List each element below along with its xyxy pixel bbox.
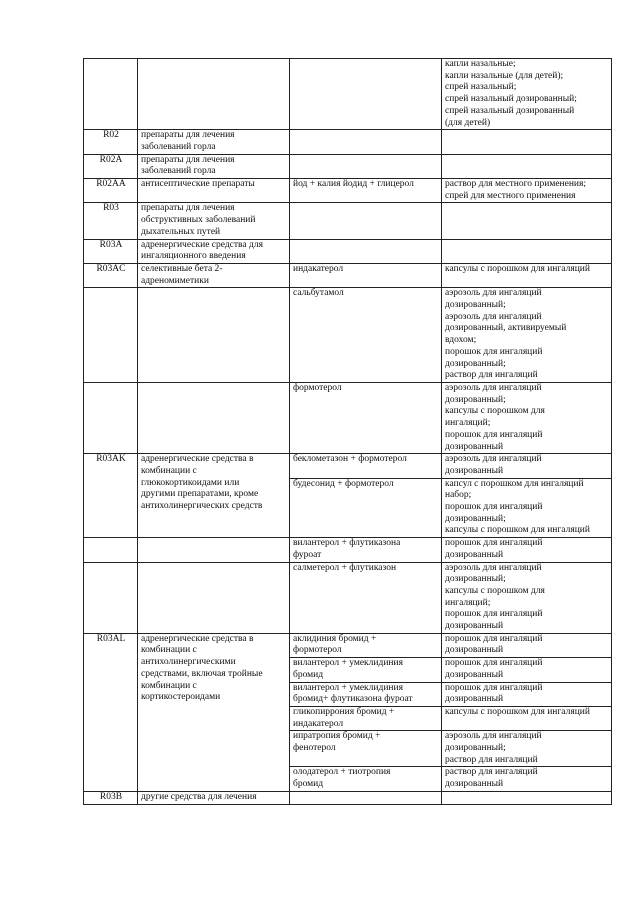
dosage-form-cell-line: аэрозоль для ингаляций [445, 382, 542, 393]
table-row [84, 288, 612, 383]
group-name-cell-line: заболеваний горла [141, 141, 216, 152]
dosage-form-cell [442, 658, 612, 682]
drug-name-cell [290, 682, 442, 706]
drug-classification-table [83, 58, 612, 805]
dosage-form-cell-line: ингаляций; [445, 597, 491, 608]
dosage-form-cell-line: капсулы с порошком для [445, 406, 545, 417]
dosage-form-cell [442, 454, 612, 478]
table-row [84, 130, 612, 154]
dosage-form-cell-line: дозированный [445, 549, 504, 560]
group-name-cell [138, 130, 290, 154]
atc-code-cell [84, 538, 138, 562]
table-row [84, 59, 612, 130]
dosage-form-cell-line: дозированный, активируемый [445, 323, 567, 334]
dosage-form-cell [442, 478, 612, 538]
dosage-form-cell-line: дозированный [445, 694, 504, 705]
group-name-cell [138, 562, 290, 633]
dosage-form-cell-line: дозированный; [445, 358, 506, 369]
dosage-form-cell-line: аэрозоль для ингаляций [445, 288, 542, 299]
dosage-form-cell-line: спрей назальный дозированный; [445, 94, 577, 105]
dosage-form-cell [442, 203, 612, 239]
dosage-form-cell-line: дозированный [445, 645, 504, 656]
group-name-cell-line: адренергические средства в [141, 454, 254, 465]
atc-code-cell: R02AA [84, 179, 138, 203]
dosage-form-cell [442, 767, 612, 791]
drug-name-cell [290, 154, 442, 178]
drug-name-cell-line: бромид [293, 669, 324, 680]
group-name-cell-line: другими препаратами, кроме [141, 489, 259, 500]
drug-name-cell [290, 767, 442, 791]
dosage-form-cell-line: дозированный [445, 621, 504, 632]
group-name-cell-line: заболеваний горла [141, 166, 216, 177]
drug-name-cell [290, 239, 442, 263]
atc-code-cell: R03AL [84, 633, 138, 791]
dosage-form-cell-line: дозированный [445, 465, 504, 476]
dosage-form-cell-line: порошок для ингаляций [445, 429, 543, 440]
group-name-cell [138, 263, 290, 287]
drug-name-cell [290, 454, 442, 478]
dosage-form-cell-line: аэрозоль для ингаляций [445, 311, 542, 322]
drug-name-cell [290, 263, 442, 287]
dosage-form-cell-line: дозированный [445, 441, 504, 452]
dosage-form-cell-line: дозированный; [445, 743, 506, 754]
dosage-form-cell-line: раствор для ингаляций [445, 754, 538, 765]
atc-code-cell: R03 [84, 203, 138, 239]
group-name-cell [138, 538, 290, 562]
dosage-form-cell-line: аэрозоль для ингаляций [445, 562, 542, 573]
dosage-form-cell [442, 179, 612, 203]
drug-name-cell-line: фенотерол [293, 743, 336, 754]
table-row [84, 633, 612, 657]
atc-code-cell [84, 288, 138, 383]
table-row [84, 538, 612, 562]
dosage-form-cell-line: ингаляций; [445, 418, 491, 429]
atc-code-cell: R03AC [84, 263, 138, 287]
dosage-form-cell [442, 682, 612, 706]
dosage-form-cell-line: дозированный; [445, 394, 506, 405]
drug-name-cell [290, 658, 442, 682]
drug-name-cell [290, 179, 442, 203]
drug-name-cell-line: фуроат [293, 549, 322, 560]
dosage-form-cell-line: спрей для местного применения [445, 190, 576, 201]
dosage-form-cell-line: капсулы с порошком для ингаляций [445, 263, 590, 274]
drug-name-cell-line: бромид+ флутиказона фуроат [293, 694, 413, 705]
dosage-form-cell-line: порошок для ингаляций [445, 502, 543, 513]
drug-name-cell-line: аклидиния бромид + [293, 633, 377, 644]
dosage-form-cell [442, 59, 612, 130]
dosage-form-cell [442, 706, 612, 730]
group-name-cell [138, 382, 290, 453]
group-name-cell-line: антисептические препараты [141, 179, 255, 190]
group-name-cell [138, 203, 290, 239]
drug-name-cell-line: йод + калия йодид + глицерол [293, 179, 414, 190]
drug-name-cell-line: формотерол [293, 645, 342, 656]
group-name-cell [138, 633, 290, 791]
dosage-form-cell [442, 538, 612, 562]
dosage-form-cell-line: раствор для ингаляций [445, 767, 538, 778]
group-name-cell-line: обструктивных заболеваний [141, 215, 256, 226]
dosage-form-cell-line: набор; [445, 490, 472, 501]
drug-name-cell-line: индакатерол [293, 718, 344, 729]
group-name-cell-line: комбинации с [141, 680, 197, 691]
dosage-form-cell-line: спрей назальный; [445, 82, 517, 93]
dosage-form-cell [442, 791, 612, 804]
group-name-cell-line: препараты для лечения [141, 154, 235, 165]
dosage-form-cell-line: (для детей) [445, 117, 491, 128]
atc-code-cell [84, 59, 138, 130]
atc-code-cell [84, 382, 138, 453]
group-name-cell [138, 454, 290, 538]
dosage-form-cell-line: раствор для ингаляций [445, 370, 538, 381]
dosage-form-cell [442, 288, 612, 383]
dosage-form-cell-line: порошок для ингаляций [445, 346, 543, 357]
drug-name-cell [290, 288, 442, 383]
group-name-cell [138, 179, 290, 203]
dosage-form-cell-line: дозированный; [445, 300, 506, 311]
group-name-cell-line: адренергические средства для [141, 239, 263, 250]
drug-name-cell [290, 633, 442, 657]
dosage-form-cell [442, 263, 612, 287]
dosage-form-cell-line: капли назальные; [445, 59, 516, 69]
drug-name-cell-line: формотерол [293, 382, 342, 393]
table-row [84, 263, 612, 287]
group-name-cell-line: дыхательных путей [141, 226, 221, 237]
drug-name-cell-line: вилантерол + умеклидиния [293, 658, 403, 669]
dosage-form-cell-line: дозированный; [445, 574, 506, 585]
atc-code-cell: R03A [84, 239, 138, 263]
group-name-cell-line: адреномиметики [141, 275, 209, 286]
drug-name-cell-line: вилантерол + флутиказона [293, 538, 401, 549]
drug-name-cell [290, 478, 442, 538]
table-row [84, 154, 612, 178]
table-row [84, 179, 612, 203]
dosage-form-cell-line: дозированный [445, 779, 504, 790]
dosage-form-cell-line: порошок для ингаляций [445, 633, 543, 644]
drug-name-cell-line: беклометазон + формотерол [293, 454, 407, 465]
dosage-form-cell-line: аэрозоль для ингаляций [445, 454, 542, 465]
drug-name-cell [290, 562, 442, 633]
atc-code-cell: R03B [84, 791, 138, 804]
dosage-form-cell-line: раствор для местного применения; [445, 179, 587, 190]
dosage-form-cell [442, 130, 612, 154]
drug-name-cell-line: олодатерол + тиотропия [293, 767, 391, 778]
dosage-form-cell-line: капсулы с порошком для [445, 585, 545, 596]
group-name-cell-line: антихолинергическими [141, 657, 236, 668]
drug-name-cell-line: индакатерол [293, 263, 344, 274]
group-name-cell [138, 154, 290, 178]
table-row [84, 791, 612, 804]
dosage-form-cell [442, 154, 612, 178]
drug-name-cell-line: салметерол + флутиказон [293, 562, 397, 573]
group-name-cell-line: селективные бета 2- [141, 263, 223, 274]
drug-name-cell [290, 130, 442, 154]
group-name-cell [138, 59, 290, 130]
dosage-form-cell-line: капсулы с порошком для ингаляций [445, 706, 590, 717]
group-name-cell-line: глюкокортикоидами или [141, 477, 240, 488]
group-name-cell [138, 288, 290, 383]
group-name-cell-line: препараты для лечения [141, 130, 235, 141]
drug-name-cell-line: ипратропия бромид + [293, 731, 381, 742]
drug-name-cell-line: гликопиррония бромид + [293, 706, 395, 717]
group-name-cell-line: препараты для лечения [141, 203, 235, 214]
table-body [84, 59, 612, 805]
dosage-form-cell-line: вдохом; [445, 335, 477, 346]
drug-name-cell-line: вилантерол + умеклидиния [293, 682, 403, 693]
group-name-cell [138, 239, 290, 263]
group-name-cell-line: адренергические средства в [141, 633, 254, 644]
dosage-form-cell-line: аэрозоль для ингаляций [445, 731, 542, 742]
group-name-cell-line: комбинации с [141, 465, 197, 476]
group-name-cell-line: средствами, включая тройные [141, 668, 263, 679]
dosage-form-cell-line: спрей назальный дозированный [445, 105, 575, 116]
table-row [84, 203, 612, 239]
dosage-form-cell [442, 382, 612, 453]
atc-code-cell [84, 562, 138, 633]
dosage-form-cell [442, 633, 612, 657]
drug-name-cell-line: сальбутамол [293, 288, 344, 299]
table-row [84, 454, 612, 478]
drug-name-cell [290, 538, 442, 562]
group-name-cell [138, 791, 290, 804]
table-row [84, 562, 612, 633]
dosage-form-cell-line: порошок для ингаляций [445, 609, 543, 620]
atc-code-cell: R02A [84, 154, 138, 178]
dosage-form-cell-line: капли назальные (для детей); [445, 70, 564, 81]
dosage-form-cell [442, 562, 612, 633]
drug-name-cell-line: будесонид + формотерол [293, 478, 394, 489]
drug-name-cell [290, 203, 442, 239]
drug-name-cell [290, 382, 442, 453]
group-name-cell-line: антихолинергических средств [141, 501, 263, 512]
table-row [84, 382, 612, 453]
dosage-form-cell [442, 731, 612, 767]
dosage-form-cell [442, 239, 612, 263]
dosage-form-cell-line: дозированный [445, 669, 504, 680]
dosage-form-cell-line: дозированный; [445, 513, 506, 524]
drug-name-cell [290, 59, 442, 130]
drug-name-cell [290, 706, 442, 730]
drug-name-cell [290, 731, 442, 767]
drug-name-cell [290, 791, 442, 804]
group-name-cell-line: ингаляционного введения [141, 251, 246, 262]
dosage-form-cell-line: порошок для ингаляций [445, 538, 543, 549]
dosage-form-cell-line: порошок для ингаляций [445, 658, 543, 669]
drug-name-cell-line: бромид [293, 779, 324, 790]
atc-code-cell: R02 [84, 130, 138, 154]
dosage-form-cell-line: капсулы с порошком для ингаляций [445, 525, 590, 536]
table-row [84, 239, 612, 263]
group-name-cell-line: кортикостероидами [141, 692, 221, 703]
group-name-cell-line: комбинации с [141, 645, 197, 656]
dosage-form-cell-line: капсул с порошком для ингаляций [445, 478, 584, 489]
atc-code-cell: R03AK [84, 454, 138, 538]
group-name-cell-line: другие средства для лечения [141, 791, 257, 802]
dosage-form-cell-line: порошок для ингаляций [445, 682, 543, 693]
